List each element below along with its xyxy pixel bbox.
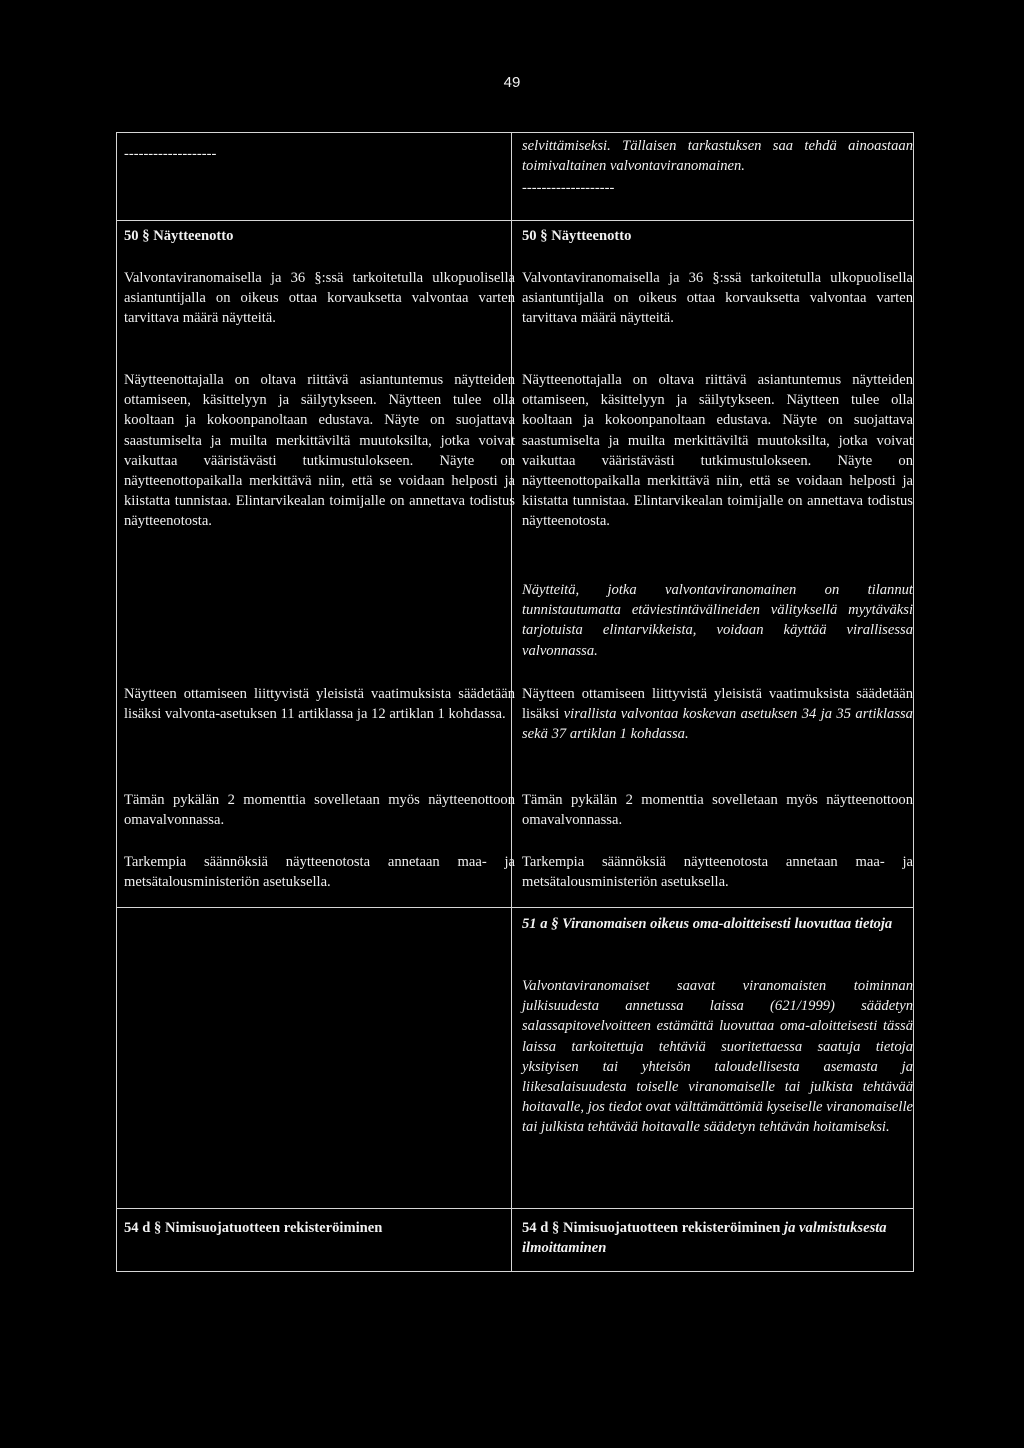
section-number: 54 d [124, 1220, 151, 1236]
paragraph-text: selvittämiseksi. Tällaisen tarkastuksen saa tehdä ainoastaan toimivaltainen valvontaviranomainen. [522, 138, 913, 175]
paragraph-text: Näytteitä, jotka valvontaviranomainen on tilannut tunnistautumatta etäviestintävälineiden välityksellä myytäväksi tarjotuista elintarvikkeista, voidaan käyttää virallisessa valvonnassa. [522, 582, 913, 659]
right-dashes [522, 178, 913, 198]
paragraph-text-plain: Näytteen ottamiseen liittyvistä yleisistä vaatimuksista säädetään lisäksi [522, 686, 913, 723]
left-dashes [124, 144, 515, 164]
paragraph-text: Valvontaviranomaisella ja 36 §:ssä tarkoitetulla ulkopuolisella asiantuntijalla on oikeus ottaa korvauksetta valvontaa varten tarvittava määrä näytteitä. [124, 270, 515, 327]
left-paragraph-2 [124, 370, 515, 532]
section-number: 50 [124, 228, 139, 244]
paragraph-text: Valvontaviranomaiset saavat viranomaisten toiminnan julkisuudesta annetussa laissa (621/1999) säädetyn salassapitovelvoitteen estämättä luovuttaa oma-aloitteisesti tässä laissa tarkoitettuja tehtäviä suoritettaessa saatuja tietoja yksityisen tai yhteisön taloudellisesta asemasta ja liikesalaisuudesta toiselle viranomaiselle tai julkista tehtävää hoitavalle, jos tiedot ovat välttämättömiä kyseiselle viranomaiselle tai julkista tehtävää hoitavalle säädetyn tehtävän hoitamiseksi. [522, 978, 913, 1136]
right-section-50-heading [522, 226, 913, 246]
paragraph-text-italic: virallista valvontaa koskevan asetuksen 34 ja 35 artiklassa sekä 37 artiklan 1 kohdassa. [522, 706, 913, 743]
right-top-italic [522, 136, 913, 176]
left-paragraph-4 [124, 790, 515, 830]
row-divider-2 [116, 907, 914, 908]
paragraph-text [522, 684, 913, 745]
left-paragraph-1 [124, 268, 515, 329]
right-section-51a-heading [522, 914, 913, 934]
left-paragraph-5 [124, 852, 515, 892]
right-paragraph-1 [522, 268, 913, 329]
paragraph-text: Näytteenottajalla on oltava riittävä asiantuntemus näytteiden ottamiseen, käsittelyyn ja säilytykseen. Näytteen tulee olla kooltaan ja kokoonpanoltaan edustava. Näyte on suojattava saastumiselta ja muilta merkittäviltä muutoksilta, jotka voivat vaikuttaa vääristävästi tutkimustulokseen. Näyte on näytteenottopaikalla merkittävä niin, että se voidaan helposti ja kiistatta tunnistaa. Elintarvikealan toimijalle on annettava todistus näytteenotosta. [124, 372, 515, 530]
section-title-italic: ja valmistuksesta ilmoittaminen [522, 1220, 887, 1257]
section-title: Nimisuojatuotteen rekisteröiminen [164, 1220, 383, 1236]
paragraph-text: Tarkempia säännöksiä näytteenotosta annetaan maa- ja metsätalousministeriön asetuksella. [522, 854, 913, 891]
section-number: 51 a [522, 916, 548, 932]
left-section-54d-heading [124, 1218, 515, 1238]
paragraph-text: Tämän pykälän 2 momenttia sovelletaan myös näytteenottoon omavalvonnassa. [522, 792, 913, 829]
page-number: 49 [503, 74, 521, 91]
section-number: 54 d [522, 1220, 549, 1236]
right-paragraph-3 [522, 684, 913, 745]
paragraph-text: Tarkempia säännöksiä näytteenotosta annetaan maa- ja metsätalousministeriön asetuksella. [124, 854, 515, 891]
table-right-border [913, 132, 914, 1272]
right-paragraph-5 [522, 852, 913, 892]
table-left-border [116, 132, 117, 1272]
paragraph-text: Näytteenottajalla on oltava riittävä asiantuntemus näytteiden ottamiseen, käsittelyyn ja säilytykseen. Näytteen tulee olla kooltaan ja kokoonpanoltaan edustava. Näyte on suojattava saastumiselta ja muilta merkittäviltä muutoksilta, jotka voivat vaikuttaa vääristävästi tutkimustulokseen. Näyte on näytteenottopaikalla merkittävä niin, että se voidaan helposti ja kiistatta tunnistaa. Elintarvikealan toimijalle on annettava todistus näytteenotosta. [522, 372, 913, 530]
right-paragraph-4 [522, 790, 913, 830]
section-number: 50 [522, 228, 537, 244]
left-section-50-heading [124, 226, 515, 246]
section-title: Viranomaisen oikeus oma-aloitteisesti luovuttaa tietoja [562, 916, 893, 932]
section-title: Näytteenotto [153, 228, 234, 244]
section-title: Nimisuojatuotteen rekisteröiminen [562, 1220, 781, 1236]
right-section-54d-heading [522, 1218, 913, 1258]
right-paragraph-2 [522, 370, 913, 532]
section-sign: § [154, 1220, 162, 1236]
section-sign: § [142, 228, 150, 244]
paragraph-text: Valvontaviranomaisella ja 36 §:ssä tarkoitetulla ulkopuolisella asiantuntijalla on oikeus ottaa korvauksetta valvontaa varten tarvittava määrä näytteitä. [522, 270, 913, 327]
paragraph-text: Tämän pykälän 2 momenttia sovelletaan myös näytteenottoon omavalvonnassa. [124, 792, 515, 829]
right-paragraph-2b [522, 580, 913, 661]
section-sign: § [540, 228, 548, 244]
right-section-51a-body [522, 976, 913, 1138]
row-divider-3 [116, 1208, 914, 1209]
table-top-border [116, 132, 914, 133]
table-bottom-border [116, 1271, 914, 1272]
section-sign: § [552, 1220, 560, 1236]
dash-line: ------------------- [522, 180, 615, 196]
section-title: Näytteenotto [551, 228, 632, 244]
left-paragraph-3 [124, 684, 515, 724]
paragraph-text: Näytteen ottamiseen liittyvistä yleisistä vaatimuksista säädetään lisäksi valvonta-asetuksen 11 artiklassa ja 12 artiklan 1 kohdassa. [124, 686, 515, 723]
dash-line: ------------------- [124, 146, 217, 162]
section-sign: § [551, 916, 559, 932]
row-divider-1 [116, 220, 914, 221]
